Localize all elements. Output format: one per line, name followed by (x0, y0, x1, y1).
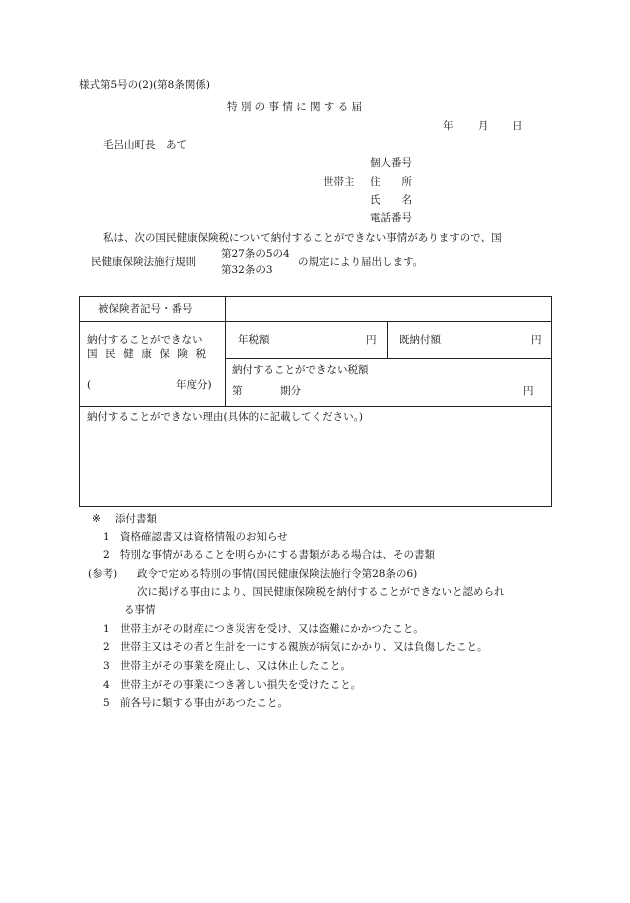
table-rule (225, 297, 226, 406)
reference-item: 世帯主がその事業を廃止し、又は休止したこと。 (120, 660, 351, 672)
unpayable-amount-label: 納付することができない税額 (232, 364, 369, 376)
unpayable-tax-label-line-2-text: 国民健康保険税 (87, 348, 214, 360)
table-rule (80, 321, 551, 322)
reference-title: 政令で定める特別の事情(国民健康保険法施行令第28条の6) (137, 568, 418, 580)
paid-amount-field[interactable] (448, 331, 532, 349)
reference-item-number: 2 (103, 641, 110, 653)
document-title: 特 別 の 事 情 に 関 す る 届 (227, 101, 363, 113)
insured-number-label: 被保険者記号・番号 (98, 303, 193, 315)
date-year-label: 年 (443, 120, 454, 132)
insured-number-field[interactable] (228, 299, 548, 319)
unpayable-tax-label-line-1: 納付することができない (87, 334, 203, 346)
reference-item-number: 4 (103, 679, 110, 691)
reference-item: 世帯主又はその者と生計を一にする親族が病気にかかり、又は負傷したこと。 (120, 641, 488, 653)
attachment-number: 2 (103, 549, 110, 561)
fiscal-year-close: 年度分) (176, 379, 212, 391)
reference-label: (参考) (88, 568, 118, 580)
name-label: 氏 名 (370, 194, 412, 206)
annual-tax-yen: 円 (366, 334, 377, 346)
form-number: 様式第5号の(2)(第8条関係) (79, 79, 210, 91)
date-month-label: 月 (478, 120, 489, 132)
attachment-number: 1 (103, 531, 110, 543)
reference-item: 世帯主がその財産につき災害を受け、又は盗難にかかつたこと。 (120, 623, 424, 635)
period-prefix: 第 (232, 385, 243, 397)
personal-number-label: 個人番号 (370, 157, 412, 169)
annual-tax-label: 年税額 (238, 334, 270, 346)
fiscal-year-field[interactable] (102, 376, 174, 394)
table-rule (387, 321, 388, 358)
reference-intro-line-2: る事情 (124, 604, 156, 616)
address-label: 住 所 (370, 176, 412, 188)
reference-item: 前各号に類する事由があつたこと。 (120, 697, 288, 709)
attachment-item: 資格確認書又は資格情報のお知らせ (120, 531, 288, 543)
rule-article-b: 第32条の3 (221, 264, 273, 276)
attachments-asterisk: ※ (92, 513, 101, 525)
period-suffix: 期分 (280, 385, 301, 397)
statement-line-1: 私は、次の国民健康保険税について納付することができない事情がありますので、国 (103, 232, 502, 244)
unpayable-amount-yen: 円 (523, 385, 534, 397)
reference-item-number: 5 (103, 697, 110, 709)
fiscal-year-open: ( (87, 379, 92, 391)
phone-label: 電話番号 (370, 212, 412, 224)
period-number-field[interactable] (248, 382, 278, 400)
tax-form-table (79, 296, 552, 507)
household-head-label: 世帯主 (323, 176, 355, 188)
attachment-item: 特別な事情があることを明らかにする書類がある場合は、その書類 (120, 549, 435, 561)
paid-amount-yen: 円 (531, 334, 542, 346)
date-day-label: 日 (512, 120, 523, 132)
unpayable-amount-field[interactable] (312, 382, 522, 400)
table-rule (80, 406, 551, 407)
rule-article-a: 第27条の5の4 (221, 248, 290, 260)
paid-amount-label: 既納付額 (399, 334, 441, 346)
table-rule (225, 358, 551, 359)
reference-item-number: 1 (103, 623, 110, 635)
annual-tax-field[interactable] (280, 331, 360, 349)
addressee: 毛呂山町長 あて (103, 139, 187, 151)
reason-label: 納付することができない理由(具体的に記載してください。) (87, 411, 363, 423)
attachments-heading: 添付書類 (115, 513, 157, 525)
reference-intro-line-1: 次に掲げる事由により、国民健康保険税を納付することができないと認められ (137, 586, 505, 598)
unpayable-tax-label-line-2 (87, 349, 217, 360)
statement-line-2-suffix: の規定により届出します。 (298, 256, 424, 268)
reference-item-number: 3 (103, 660, 110, 672)
reason-field[interactable] (86, 427, 544, 499)
reference-item: 世帯主がその事業につき著しい損失を受けたこと。 (120, 679, 362, 691)
statement-line-2-prefix: 民健康保険法施行規則 (91, 256, 196, 268)
